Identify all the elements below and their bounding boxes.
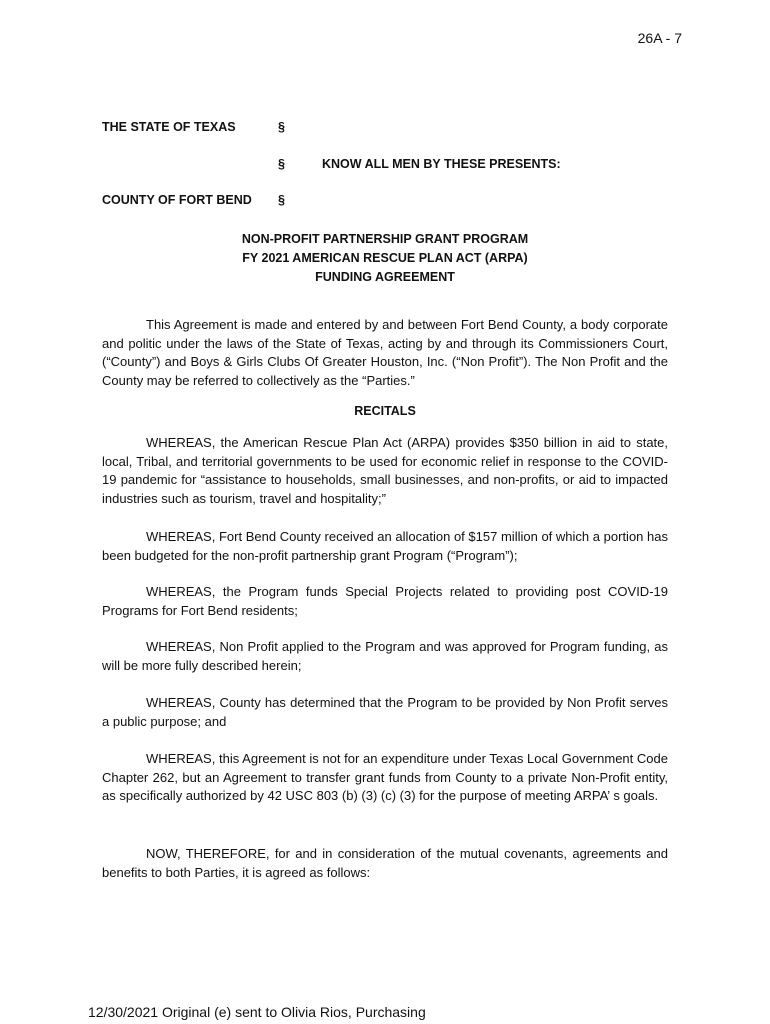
- know-all-men-label: KNOW ALL MEN BY THESE PRESENTS:: [322, 157, 561, 171]
- recital-paragraph: [102, 638, 668, 675]
- header-presents-row: [102, 157, 561, 171]
- footer-note: 12/30/2021 Original (e) sent to Olivia Rios, Purchasing: [88, 1004, 426, 1020]
- recital-paragraph: [102, 750, 668, 806]
- recital-text: WHEREAS, the Program funds Special Projects related to providing post COVID-19 Programs for Fort Bend residents;: [102, 584, 668, 618]
- recital-text: WHEREAS, Non Profit applied to the Program and was approved for Program funding, as will be more fully described herein;: [102, 639, 668, 673]
- intro-paragraph: [102, 316, 668, 390]
- state-of-texas-label: THE STATE OF TEXAS: [102, 120, 236, 134]
- recital-text: WHEREAS, the American Rescue Plan Act (ARPA) provides $350 billion in aid to state, local, Tribal, and territorial governments to be used for economic relief in response to the COVID-19 pandemic for “assistance to households, small businesses, and non-profits, or aid to impacted industries such as tourism, travel and hospitality;”: [102, 435, 668, 506]
- recital-text: WHEREAS, County has determined that the Program to be provided by Non Profit serves a public purpose; and: [102, 695, 668, 729]
- document-title: [100, 230, 670, 287]
- recital-paragraph: [102, 583, 668, 620]
- recital-paragraph: [102, 694, 668, 731]
- county-of-fort-bend-label: COUNTY OF FORT BEND: [102, 193, 252, 207]
- therefore-paragraph: [102, 845, 668, 882]
- recitals-heading: RECITALS: [354, 404, 416, 418]
- title-line-3: FUNDING AGREEMENT: [315, 270, 455, 284]
- header-county-row: [102, 193, 322, 207]
- recital-paragraph: [102, 434, 668, 508]
- recital-text: WHEREAS, this Agreement is not for an expenditure under Texas Local Government Code Chapter 262, but an Agreement to transfer grant funds from County to a private Non-Profit entity, as specifically authorized by 42 USC 803 (b) (3) (c) (3) for the purpose of meeting ARPA’ s goals.: [102, 751, 668, 803]
- page-number: 26A - 7: [637, 30, 682, 46]
- recital-text: WHEREAS, Fort Bend County received an allocation of $157 million of which a portion has been budgeted for the non-profit partnership grant Program (“Program”);: [102, 529, 668, 563]
- section-sign-3: §: [278, 193, 285, 207]
- section-sign-1: §: [278, 120, 285, 134]
- section-sign-2: §: [278, 157, 285, 171]
- intro-text: This Agreement is made and entered by and between Fort Bend County, a body corporate and politic under the laws of the State of Texas, acting by and through its Commissioners Court, (“County”) and Boys & Girls Clubs Of Greater Houston, Inc. (“Non Profit”). The Non Profit and the County may be referred to collectively as the “Parties.”: [102, 317, 668, 388]
- title-line-1: NON-PROFIT PARTNERSHIP GRANT PROGRAM: [241, 232, 529, 246]
- header-state-row: [102, 120, 322, 134]
- recital-paragraph: [102, 528, 668, 565]
- title-line-2: FY 2021 AMERICAN RESCUE PLAN ACT (ARPA): [242, 251, 528, 265]
- therefore-text: NOW, THEREFORE, for and in consideration of the mutual covenants, agreements and benefits to both Parties, it is agreed as follows:: [102, 846, 668, 880]
